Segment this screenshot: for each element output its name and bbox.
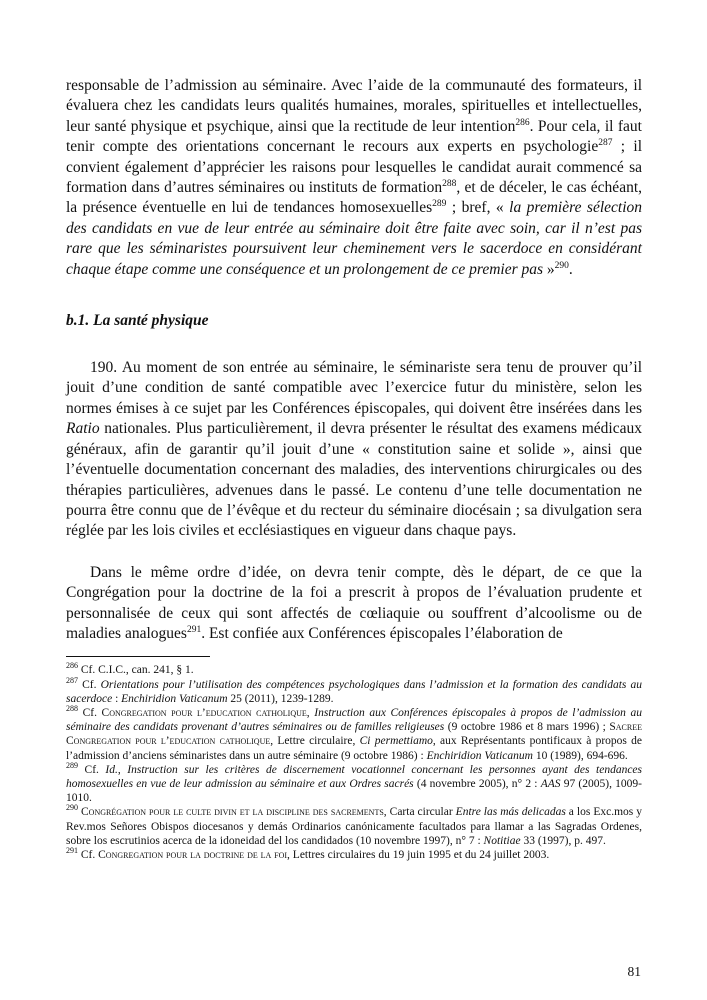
text-italic: Instruction aux Conférences épiscopales à propos de l’admission au séminaire des candidats provenant d’autres séminaires ou de familles religieuses [66, 706, 643, 734]
text-italic: Entre las más delicadas [455, 806, 566, 819]
text-run: . Pour cela, il faut tenir compte des orientations concernant le recours aux experts en psychologie [66, 117, 642, 156]
text-run: 190. Au moment de son entrée au séminaire, le séminariste sera tenu de prouver qu’il jouit d’une condition de santé compatible avec l’exercice futur du ministère, selon les normes émises à ce sujet par les Conférences épiscopales, qui doivent être insérées dans les [66, 359, 642, 417]
footnote-number: 288 [66, 704, 78, 714]
text-run: responsable de l’admission au séminaire. Avec l’aide de la communauté des formateurs, il évaluera chez les candidats leurs qualités humaines, morales, spirituelles et intellectuelles, leur santé physique et psychique, ainsi que la rectitude de leur intention [66, 77, 642, 135]
text-run: 10 (1989), 694-696. [532, 749, 628, 762]
text-run: (9 octobre 1986 et 8 mars 1996) ; [444, 721, 610, 734]
footnote-ref[interactable]: 288 [442, 178, 457, 189]
text-run: Cf. C.I.C., can. 241, § 1. [78, 664, 194, 677]
text-run: , Lettres circulaires du 19 juin 1995 et du 24 juillet 2003. [287, 848, 550, 861]
footnote-291 [66, 848, 642, 862]
footnote-290 [66, 805, 642, 848]
footnote-ref[interactable]: 289 [432, 199, 447, 210]
footnote-number: 287 [66, 675, 78, 685]
text-italic: Instruction sur les critères de discernement vocationnel concernant les personnes ayant des tendances homosexuelles en vue de leur admission au séminaire et aux Ordres sacrés [66, 763, 643, 790]
text-italic: Notitiae [483, 834, 521, 847]
footnote-286 [66, 663, 642, 677]
footnote-ref[interactable]: 287 [598, 138, 613, 149]
text-run: , [117, 763, 128, 776]
section-heading: b.1. La santé physique [66, 312, 209, 330]
text-smallcaps: Congregation pour l’education catholique [101, 706, 307, 719]
footnote-number: 290 [66, 803, 78, 813]
text-italic: Id. [105, 763, 118, 776]
text-run: 97 (2005), 1009-1010. [66, 777, 642, 805]
text-smallcaps: Congrégation pour le culte divin et la discipline des sacrements [81, 806, 384, 819]
text-run: nationales. Plus particulièrement, il devra présenter le résultat des examens médicaux généraux, afin de garantir qu’il jouit d’une « constitution saine et solide », ainsi que l’éventuelle documentation concernant des maladies, des interventions chirurgicales ou des thérapies particulières, advenues dans le passé. Le contenu d’une telle documentation ne pourra être connu que de l’évêque et du recteur du séminaire diocésain ; sa divulgation sera réglée par les lois civiles et ecclésiastiques en vigueur dans chaque pays. [66, 420, 642, 540]
paragraph-190 [66, 358, 642, 542]
text-run: , aux Représentants pontificaux à propos de l’admission d’anciens séminaristes dans un autre séminaire (9 octobre 1986) : [66, 735, 642, 762]
footnote-288 [66, 706, 642, 763]
text-run: (4 novembre 2005), n° 2 : [413, 777, 541, 790]
text-run: a los Exc.mos y Rev.mos Señores Obispos diocesanos y demás Ordinarios canónicamente facultados para llamar a las Sagradas Ordenes, sobre los escrutinios acerca de la idoneidad del los candidados (10 novembre 1997), n° 7 : [66, 806, 642, 847]
text-run: . Est confiée aux Conférences épiscopales l’élaboration de [201, 624, 563, 642]
text-run: , [306, 706, 315, 719]
text-run: 25 (2011), 1239-1289. [227, 692, 334, 705]
text-run: . [568, 260, 573, 278]
text-run: , Carta circular [383, 806, 456, 819]
text-run: Dans le même ordre d’idée, on devra tenir compte, dès le départ, de ce que la Congrégation pour la doctrine de la foi a prescrit à propos de l’évaluation prudente et personnalisée de ceux qui sont affectés de cœliaquie ou souffrent d’alcoolisme ou de maladies analogues [66, 563, 642, 642]
text-italic: Orientations pour l’utilisation des compétences psychologiques dans l’admission et la formation des candidats au sacerdoce [66, 678, 643, 705]
footnote-number: 286 [66, 661, 78, 671]
text-run: ; bref, « [446, 199, 510, 217]
text-italic: Ratio [66, 420, 100, 438]
footnote-number: 291 [66, 846, 78, 856]
text-run: ; il convient également d’apprécier les raisons pour lesquelles le candidat aurait commencé sa formation dans d’autres séminaires ou instituts de formation [66, 138, 643, 197]
text-run: , Lettre circulaire, [270, 735, 360, 748]
text-run: : [112, 692, 122, 705]
text-italic: Enchiridion Vaticanum [426, 749, 533, 762]
text-run: Cf. [78, 763, 106, 776]
footnote-289 [66, 760, 643, 806]
text-run: Cf. [78, 848, 99, 861]
footnote-number: 289 [66, 760, 78, 770]
text-run: Cf. [78, 706, 102, 719]
text-smallcaps: Congregation pour la doctrine de la foi [98, 848, 288, 861]
footnote-separator [66, 656, 210, 657]
text-italic: AAS [540, 777, 561, 790]
page-body [66, 76, 642, 862]
footnote-287 [66, 675, 643, 706]
footnote-ref[interactable]: 290 [554, 260, 569, 271]
text-smallcaps: Sacree Congregation pour l’education catholique [66, 721, 642, 748]
text-italic: Enchiridion Vaticanum [121, 692, 228, 705]
quotation-italic: la première sélection des candidats en vue de leur entrée au séminaire doit être faite avec soin, car il n’est pas rare que les séminaristes poursuivent leur cheminement vers le sacerdoce en considérant chaque étape comme une conséquence et un prolongement de ce premier pas [66, 199, 643, 278]
text-run: Cf. [78, 678, 101, 691]
text-run: » [543, 260, 555, 278]
text-run: , et de déceler, le cas échéant, la présence éventuelle en lui de tendances homosexuelles [66, 179, 643, 217]
paragraph-admission [66, 76, 642, 280]
text-run: 33 (1997), p. 497. [520, 834, 606, 847]
page-number: 81 [627, 964, 641, 979]
footnote-ref[interactable]: 286 [515, 117, 530, 128]
paragraph-coeliac [66, 563, 642, 645]
text-italic: Ci permettiamo [359, 735, 433, 748]
footnote-ref[interactable]: 291 [186, 624, 202, 635]
